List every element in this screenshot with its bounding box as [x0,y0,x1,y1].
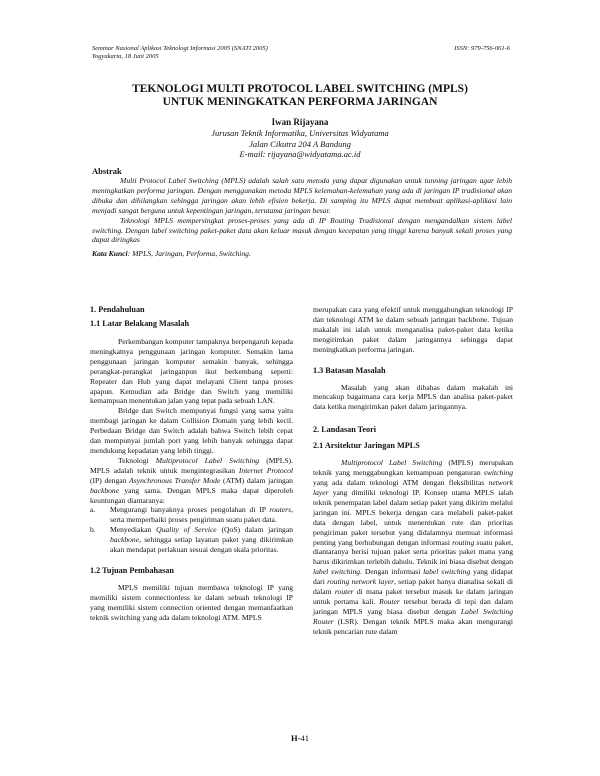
right-paragraph-1: merupakan cara yang efektif untuk menggabungkan teknologi IP dan teknologi ATM ke dalam sebuah jaringan backbone. Tujuan makalah ini ialah untuk menganalisa paket-paket data ketika mengirimkan paket dalam jaringannya sehingga dapat meningkatkan performa jaringan. [313,305,513,354]
author-email: E-mail: rijayana@widyatama.ac.id [239,149,361,159]
right-paragraph-3: Multiprotocol Label Switching (MPLS) merupakan teknik yang menggabungkan kemampuan pengaturan switching yang ada dalam teknologi ATM dengan fleksibilitas network layer yang dimiliki teknologi IP. Konsep utama MPLS ialah teknik penempatan label dalam setiap paket yang dikirim melalui jaringan ini. MPLS bekerja dengan cara melabeli paket-paket data dengan label, untuk menentukan rute dan prioritas pengiriman paket tersebut yang didalamnya memuat informasi penting yang berhubungan dengan informasi routing suatu paket, diantaranya berisi tujuan paket serta prioritas paket mana yang harus dikirimkan terlebih dahulu. Teknik ini biasa disebut dengan label switching. Dengan informasi label switching yang didapat dari routing network layer, setiap paket hanya dianalisa sekali di dalam router di mana paket tersebut masuk ke dalam jaringan untuk pertama kali. Router tersebut berada di tepi dan dalam jaringan MPLS yang biasa disebut dengan Label Switching Router (LSR). Dengan teknik MPLS maka akan mengurangi teknik pencarian rute dalam [313,458,514,636]
paper-title-line-2: UNTUK MENINGKATKAN PERFORMA JARINGAN [162,96,438,108]
conference-name: Seminar Nasional Aplikasi Teknologi Informasi 2005 (SNATI 2005) [92,45,268,52]
abstract-paragraph-2: Teknologi MPLS mempersingkat proses-proses yang ada di IP Routing Tradisional dengan mengandalkan sistem label switching. Dengan label switching paket-paket data akan keluar masuk dengan kecepatan yang tinggi karena banyak sekali proses yang dapat diringkas [92,215,512,245]
left-paragraph-4: MPLS memiliki tujuan membawa teknologi IP yang memiliki sistem connectionless ke dalam sebuah teknologi IP yang memiliki sistem connection oriented dengan memanfaatkan teknik switching yang ada dalam teknologi ATM. MPLS [90,582,293,622]
left-paragraph-2: Bridge dan Switch mempunyai fungsi yang sama yaitu membagi jaringan ke dalam Collision Domain yang lebih kecil. Perbedaan Bridge dan Switch adalah bahwa Switch lebih cepat dan mempunyai jumlah port yang lebih banyak sehingga dapat mendukung kepadatan yang lebih tinggi. [90,406,293,455]
section-heading-1: 1. Pendahuluan [90,305,145,314]
keywords-line [92,249,512,259]
conference-header [92,45,268,61]
abstract-paragraph-1: Multi Protocol Label Switching (MPLS) adalah salah satu metoda yang dapat digunakan untuk tunning jaringan agar lebih meningkatkan performa jaringan. Dengan menggunakan metoda MPLS kelemahan-kelemahan yang ada di jaringan IP tradisional akan dibuka dan dihilangkan sehingga jaringan akan lebih efisien bekerja. Di samping itu MPLS dapat membuat aplikasi-aplikasi lain menjadi sangat berguna untuk kepentingan jaringan, terutama jaringan besar. [92,176,512,215]
author-address: Jalan Cikutra 204 A Bandung [249,138,351,149]
section-heading-1-2: 1.2 Tujuan Pembahasan [90,565,174,575]
right-paragraph-2: Masalah yang akan dibahas dalam makalah ini mencakup bagaimana cara kerja MPLS dan analisa paket-paket data ketika mengirimkan paket dalam jaringannya. [313,382,513,412]
keywords-label: Kata Kunci [92,249,128,259]
abstract-heading: Abstrak [92,166,122,176]
paper-title-line-1: TEKNOLOGI MULTI PROTOCOL LABEL SWITCHING (MPLS) [132,83,468,95]
list-item-a: a. Mengurangi banyaknya proses pengolahan di IP routers, serta memperbaiki proses pengiriman suatu paket data. [90,505,293,525]
section-heading-2: 2. Landasan Teori [313,425,377,435]
author-name: Iwan Rijayana [271,117,329,127]
left-column [90,305,293,623]
right-column [313,305,513,637]
keywords-value: : MPLS, Jaringan, Performa, Switching. [127,249,251,259]
section-heading-2-1: 2.1 Arsitektur Jaringan MPLS [313,441,420,451]
list-item-b: b. Menyediakan Quality of Service (QoS) dalam jaringan backbone, sehingga setiap layanan paket yang dikirimkan akan mendapat perlakuan sesuai dengan skala prioritas. [90,525,293,555]
section-heading-1-3: 1.3 Batasan Masalah [313,365,386,375]
author-affiliation: Jurusan Teknik Informatika, Universitas Widyatama [211,128,389,138]
conference-date: Yogyakarta, 18 Juni 2005 [92,53,159,60]
abstract-section [92,166,512,259]
left-paragraph-1: Perkembangan komputer tampaknya berpengaruh kepada meningkatnya penggunaan jaringan komputer. Semakin lama penggunaan jaringan komputer semakin banyak, sehingga perangkat-perangkat jaringanpun ikut berkembang seperti: Repeater dan Hub yang dapat melayani Client tanpa proses apapun. Kemudian ada Bridge dan Switch yang memiliki kemampuan menentukan jalan yang tepat pada sebuah LAN. [90,337,293,406]
page-number: H-41 [291,733,309,743]
left-paragraph-3: Teknologi Multiprotocol Label Switching (MPLS). MPLS adalah teknik untuk mengintegrasikan Internet Protocol (IP) dengan Asynchronous Transfer Mode (ATM) dalam jaringan backbone yang sama. Dengan MPLS maka dapat diperoleh keuntungan diantaranya: [90,455,293,505]
section-heading-1-1: 1.1 Latar Belakang Masalah [90,319,190,328]
issn-label: ISSN: 979-756-061-6 [454,45,510,52]
